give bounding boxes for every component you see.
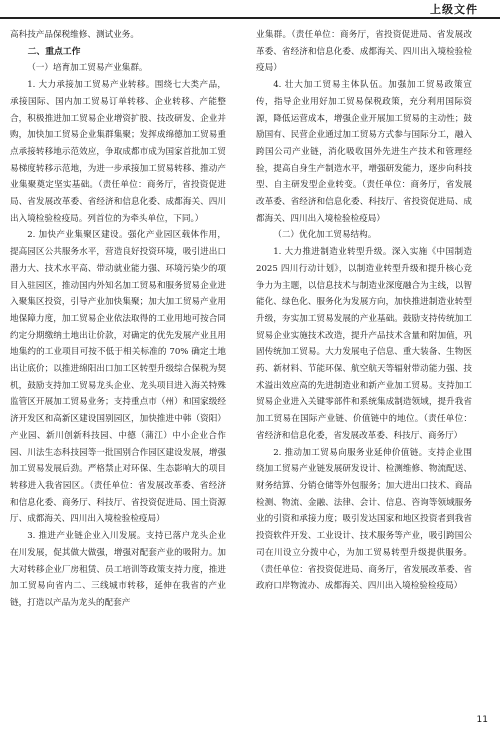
- page-header: [0, 0, 500, 19]
- paragraph: 3. 推进产业链企业入川发展。支持已落户龙头企业在川发展，促其做大做强，增强对配套产业的吸附力。加大对转移企业厂房租赁、员工培训等政策支持力度，推进加工贸易向省内二、三线城市转移，延伸在我省的产业链，打造以产品为龙头的配套产: [10, 531, 226, 608]
- paragraph: 4. 壮大加工贸易主体队伍。加强加工贸易政策宣传，指导企业用好加工贸易保税政策，充分利用国际资源，降低运营成本，增强企业开展加工贸易的主动性；鼓励国有、民营企业通过加工贸易方式参与国际分工，融入跨国公司产业链，消化吸收国外先进生产技术和管理经验，提高自身生产制造水平，增强研发能力，逐步向科技型、自主研发型企业转变。（责任单位：商务厅，省发展改革委、省经济和信息化委、科技厅、省投资促进局、成都海关、四川出入境检验检疫局）: [256, 80, 472, 224]
- paragraph: 高科技产品保税维修、测试业务。: [10, 30, 139, 40]
- section-label: 上级文件: [430, 3, 478, 16]
- page-number: 11: [476, 715, 488, 725]
- paragraph: 1. 大力承接加工贸易产业转移。围绕七大类产品，承接国际、国内加工贸易订单转移、企业转移、产能整合，积极推进加工贸易企业增资扩股、技改研发、企业并购，加快加工贸易企业集群集聚；发挥成绵德加工贸易重点承接转移地示范效应，争取成都市成为国家首批加工贸易梯度转移示范地，为进一步承接加工贸易转移、推动产业集聚奠定坚实基础。（责任单位：商务厅，省投资促进局、省发展改革委、省经济和信息化委、成都海关、四川出入境检验检疫局。列首位的为牵头单位，下同。）: [10, 80, 226, 224]
- paragraph: 业集群。（责任单位：商务厅，省投资促进局、省发展改革委、省经济和信息化委、成都海关、四川出入境检验检疫局）: [256, 30, 472, 74]
- left-column: [10, 27, 226, 612]
- section-heading: 二、重点工作: [27, 46, 81, 57]
- paragraph: 2. 推动加工贸易向服务业延伸价值链。支持企业围绕加工贸易产业链发展研发设计、检测维修、物流配送、财务结算、分销仓储等外包服务；加大进出口技术、商品检测、物流、金融、法律、会计、信息、咨询等领域服务业的引资和承接力度；吸引发达国家和地区投资者到我省投资软件开发、工业设计、技术服务等产业，吸引跨国公司在川设立分拨中心，为加工贸易转型升级提供服务。（责任单位：省投资促进局、商务厅，省发展改革委、省政府口岸物流办、成都海关、四川出入境检验检疫局）: [256, 447, 472, 592]
- section-heading: （一）培育加工贸易产业集群。: [27, 63, 148, 74]
- section-heading: （二）优化加工贸易结构。: [273, 230, 377, 241]
- right-column: [256, 27, 472, 595]
- paragraph: 2. 加快产业集聚区建设。强化产业园区载体作用，提高园区公共服务水平，营造良好投资环境，吸引进出口潜力大、技术水平高、带动就业能力强、环境污染少的项目入驻园区，推动国内外知名加工贸易和服务贸易企业进入聚集区投资，引导产业加快集聚；加大加工贸易产业用地保障力度，加工贸易企业依法取得的工业用地可按合同约定分期缴纳土地出让价款，对确定的优先发展产业且用地集约的工业项目可按不低于相关标准的 70% 确定土地出让底价；以推进绵阳出口加工区转型升级综合保税为契机，鼓励支持加工贸易龙头企业、龙头项目进入海关特殊监管区开展加工贸易业务；支持重点市（州）和国家级经济开发区和高新区建设国别园区，加快推进中韩（资阳）产业园、新川创新科技园、中德（蒲江）中小企业合作园、川法生态科技园等一批国别合作园区建设发展，增强加工贸易发展后劲。严格禁止对环保、生态影响大的项目转移进入我省园区。（责任单位：省发展改革委、省经济和信息化委、商务厅、科技厅、省投资促进局、国土资源厅、成都海关、四川出入境检验检疫局）: [10, 230, 226, 525]
- paragraph: 1. 大力推进制造业转型升级。深入实施《中国制造 2025 四川行动计划》，以制造业转型升级和提升核心竞争力为主题，以信息技术与制造业深度融合为主线，以智能化、绿色化、服务化为发展方向，加快推进制造业转型升级，夯实加工贸易发展的产业基础。鼓励支持传统加工贸易企业实施技术改造，提升产品技术含量和附加值，巩固传统加工贸易。大力发展电子信息、重大装备、生物医药、新材料、节能环保、航空航天等辐射带动能力强、技术溢出效应高的先进制造业和新产业加工贸易。支持加工贸易企业进入关键零部件和系统集成制造领域，提升我省加工贸易在国际产业链、价值链中的地位。（责任单位：省经济和信息化委，省发展改革委、科技厅、商务厅）: [256, 247, 472, 441]
